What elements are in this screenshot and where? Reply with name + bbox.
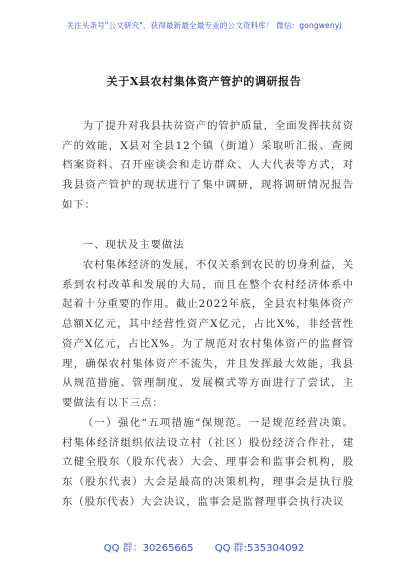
section-body-block bbox=[62, 256, 354, 414]
body-paragraph: 农村集体经济的发展，不仅关系到农民的切身利益，关系到农村改革和发展的大局，而且在整个农村经济体系中起着十分重要的作用。截止2022年底，全县农村集体资产总额X亿元，其中经营性资产X亿元，占比X%，非经营性资产X亿元，占比X%。为了规范对农村集体资产的监督管理，确保农村集体资产不流失，并且发挥最大效能，我县从规范措施、管理制度、发展模式等方面进行了尝试，主要做法有以下三点： bbox=[62, 259, 354, 409]
document-body bbox=[62, 117, 354, 216]
section-heading-block bbox=[62, 236, 354, 256]
footer-qq-group-2: QQ 群:535304092 bbox=[214, 543, 305, 554]
footer-contact bbox=[0, 539, 408, 554]
subsection-block bbox=[62, 414, 354, 513]
section-heading: 一、现状及主要做法 bbox=[82, 239, 185, 251]
document-title: 关于X县农村集体资产管护的调研报告 bbox=[106, 75, 302, 88]
footer-qq-group-1: QQ 群：30265665 bbox=[103, 543, 194, 554]
intro-paragraph: 为了提升对我县扶贫资产的管护质量，全面发挥扶贫资产的效能，X县对全县12个镇（街道）采取听汇报、查阅档案资料、召开座谈会和走访群众、人大代表等方式，对我县资产管护的现状进行了集中调研，现将调研情况报告如下： bbox=[62, 120, 354, 211]
header-banner: 关注头条号"公文研究"，获得最新最全最专业的公文资料库！ 微信：gongwenyj bbox=[66, 21, 342, 30]
subsection-paragraph: （一）强化“五项措施”保规范。一是规范经营决策。村集体经济组织依法设立村（社区）股份经济合作社，建立健全股东（股东代表）大会、理事会和监事会机构，股东（股东代表）大会是最高的决策机构，理事会是执行股东（股东代表）大会决议，监事会是监督理事会执行决议 bbox=[62, 417, 354, 508]
